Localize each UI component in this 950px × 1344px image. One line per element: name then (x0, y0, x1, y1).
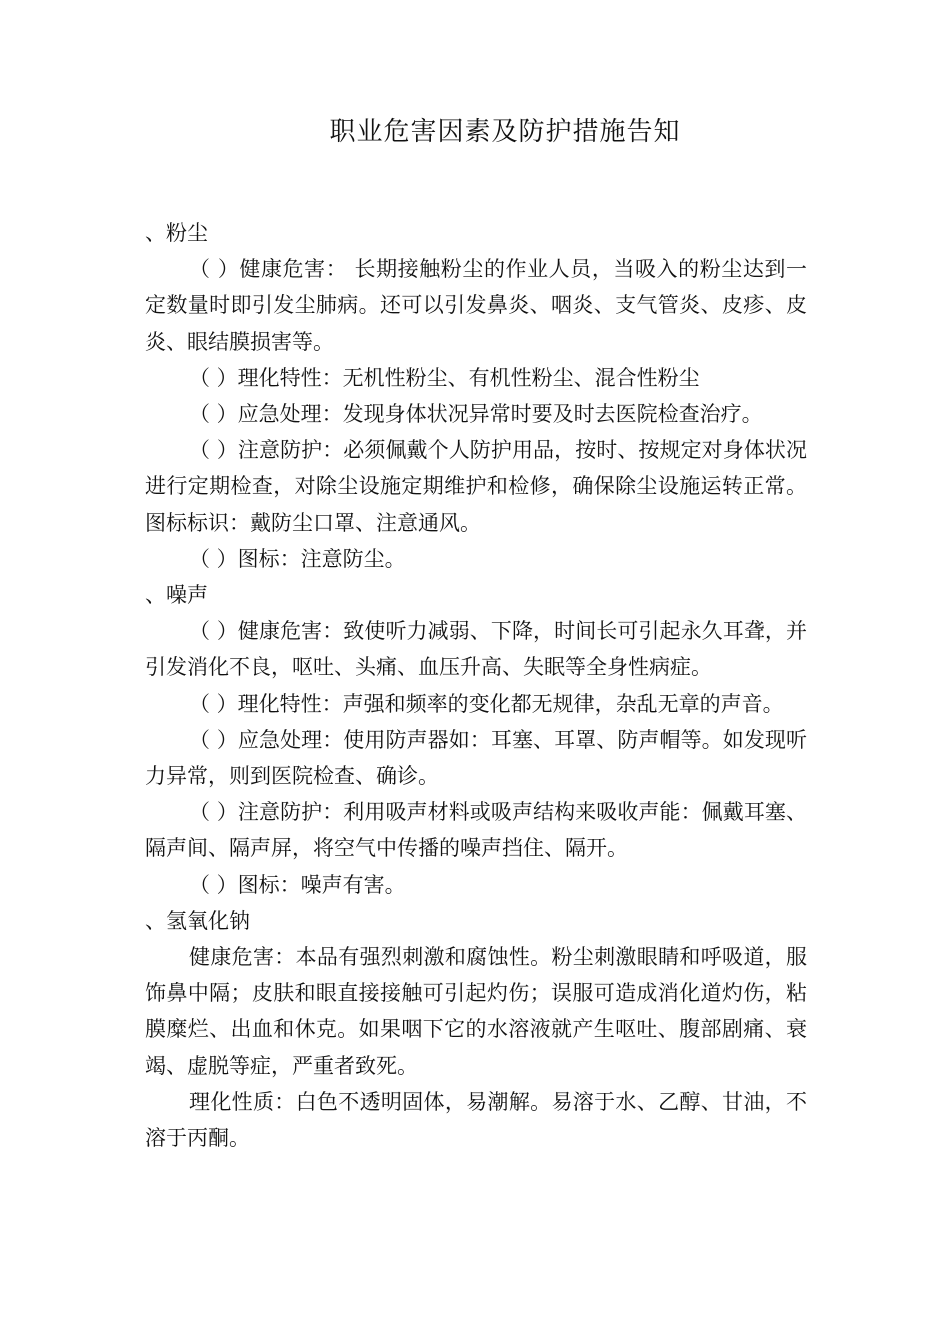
paragraph-noise-sign: （ ）图标：噪声有害。 (189, 872, 406, 897)
paragraph-naoh-properties: 理化性质：白色不透明固体，易潮解。易溶于水、乙醇、甘油，不溶于丙酮。 (145, 1089, 807, 1151)
paragraph-dust-protection: （ ）注意防护：必须佩戴个人防护用品，按时、按规定对身体状况进行定期检查，对除尘设施定期维护和检修，确保除尘设施运转正常。图标标识：戴防尘口罩、注意通风。 (145, 438, 807, 535)
section-heading-noise: 、噪声 (145, 583, 208, 608)
document-body (145, 215, 807, 1156)
paragraph-noise-emergency: （ ）应急处理：使用防声器如：耳塞、耳罩、防声帽等。如发现听力异常，则到医院检查、确诊。 (145, 727, 807, 789)
paragraph-dust-emergency: （ ）应急处理：发现身体状况异常时要及时去医院检查治疗。 (189, 402, 763, 427)
page-title: 职业危害因素及防护措施告知 (329, 117, 681, 147)
section-heading-dust: 、粉尘 (145, 221, 208, 245)
paragraph-noise-protection: （ ）注意防护：利用吸声材料或吸声结构来吸收声能：佩戴耳塞、隔声间、隔声屏，将空气中传播的噪声挡住、隔开。 (145, 800, 807, 861)
paragraph-noise-health-hazard: （ ）健康危害：致使听力减弱、下降，时间长可引起永久耳聋，并引发消化不良，呕吐、头痛、血压升高、失眠等全身性病症。 (145, 619, 807, 680)
section-heading-sodium-hydroxide: 、氢氧化钠 (145, 908, 250, 933)
paragraph-dust-sign: （ ）图标：注意防尘。 (189, 546, 406, 571)
paragraph-dust-properties: （ ）理化特性：无机性粉尘、有机性粉尘、混合性粉尘 (189, 365, 700, 390)
paragraph-noise-properties: （ ）理化特性：声强和频率的变化都无规律，杂乱无章的声音。 (189, 691, 784, 716)
paragraph-naoh-health-hazard: 健康危害：本品有强烈刺激和腐蚀性。粉尘刺激眼睛和呼吸道，服饰鼻中隔；皮肤和眼直接接触可引起灼伤；误服可造成消化道灼伤，粘膜糜烂、出血和休克。如果咽下它的水溶液就产生呕吐、腹部剧痛、衰竭、虚脱等症，严重者致死。 (145, 945, 807, 1078)
paragraph-dust-health-hazard: （ ）健康危害： 长期接触粉尘的作业人员，当吸入的粉尘达到一定数量时即引发尘肺病。还可以引发鼻炎、咽炎、支气管炎、皮疹、皮炎、眼结膜损害等。 (145, 257, 807, 354)
